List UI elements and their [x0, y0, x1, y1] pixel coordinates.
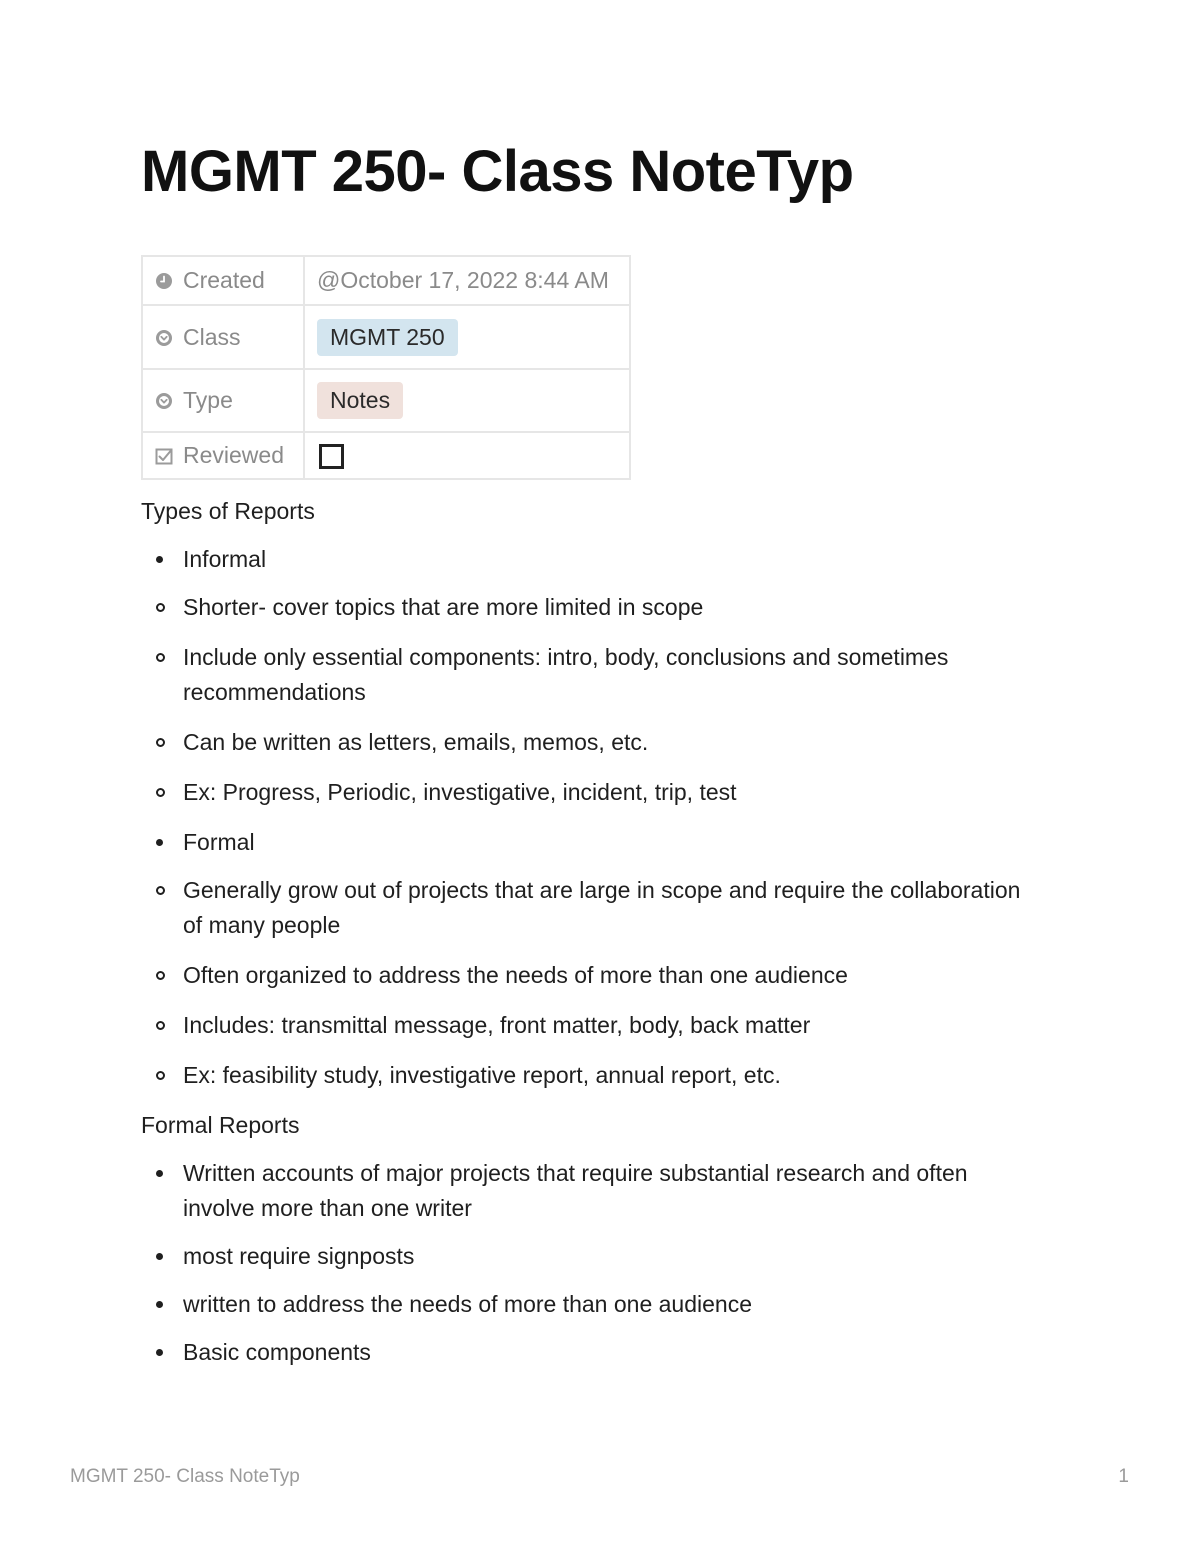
property-value-reviewed: [304, 432, 630, 479]
sub-list-item: Often organized to address the needs of more than one audience: [183, 958, 1041, 993]
property-key-reviewed: [142, 432, 304, 479]
list-item-text: Informal: [183, 546, 267, 572]
property-value-type[interactable]: [304, 369, 630, 432]
property-label-class: Class: [183, 323, 241, 350]
class-tag[interactable]: MGMT 250: [317, 319, 458, 356]
sub-list-item: Shorter- cover topics that are more limited in scope: [183, 590, 1041, 625]
property-key-created: [142, 256, 304, 305]
property-row-class: [142, 305, 630, 369]
note-body: [141, 494, 1041, 1383]
list-item: [141, 542, 1041, 810]
list-item: Written accounts of major projects that require substantial research and often involve more than one writer: [141, 1156, 1041, 1226]
property-value-class[interactable]: [304, 305, 630, 369]
property-row-reviewed: [142, 432, 630, 479]
sub-list-item: Ex: feasibility study, investigative report, annual report, etc.: [183, 1058, 1041, 1093]
bullet-list: [141, 1156, 1041, 1370]
property-label-reviewed: Reviewed: [183, 442, 284, 468]
clock-icon: [155, 272, 173, 290]
sub-list-item: Include only essential components: intro, body, conclusions and sometimes recommendations: [183, 640, 1041, 710]
bullet-list: [141, 542, 1041, 1093]
sub-list-item: Ex: Progress, Periodic, investigative, incident, trip, test: [183, 775, 1041, 810]
property-label-created: Created: [183, 267, 265, 293]
property-key-type: [142, 369, 304, 432]
footer-title: MGMT 250- Class NoteTyp: [70, 1466, 300, 1487]
checkbox-icon: [155, 447, 173, 465]
list-item: written to address the needs of more than one audience: [141, 1287, 1041, 1322]
sub-bullet-list: [183, 590, 1041, 810]
section-heading: Formal Reports: [141, 1112, 300, 1138]
list-item: most require signposts: [141, 1239, 1041, 1274]
reviewed-checkbox[interactable]: [319, 444, 344, 469]
type-tag[interactable]: Notes: [317, 382, 403, 419]
select-icon: [155, 392, 173, 410]
property-value-created[interactable]: @October 17, 2022 8:44 AM: [304, 256, 630, 305]
section-heading: Types of Reports: [141, 498, 315, 524]
property-key-class: [142, 305, 304, 369]
property-row-created: [142, 256, 630, 305]
property-label-type: Type: [183, 387, 233, 413]
list-item: Basic components: [141, 1335, 1041, 1370]
property-row-type: [142, 369, 630, 432]
sub-list-item: Can be written as letters, emails, memos, etc.: [183, 725, 1041, 760]
list-item-text: Formal: [183, 829, 255, 855]
sub-bullet-list: [183, 873, 1041, 1093]
list-item: [141, 825, 1041, 1093]
sub-list-item: Includes: transmittal message, front matter, body, back matter: [183, 1008, 1041, 1043]
page-number: 1: [1118, 1466, 1129, 1487]
properties-table: [141, 255, 631, 480]
select-icon: [155, 329, 173, 347]
page-title: MGMT 250- Class NoteTyp: [141, 139, 854, 204]
sub-list-item: Generally grow out of projects that are large in scope and require the collaboration of many people: [183, 873, 1041, 943]
